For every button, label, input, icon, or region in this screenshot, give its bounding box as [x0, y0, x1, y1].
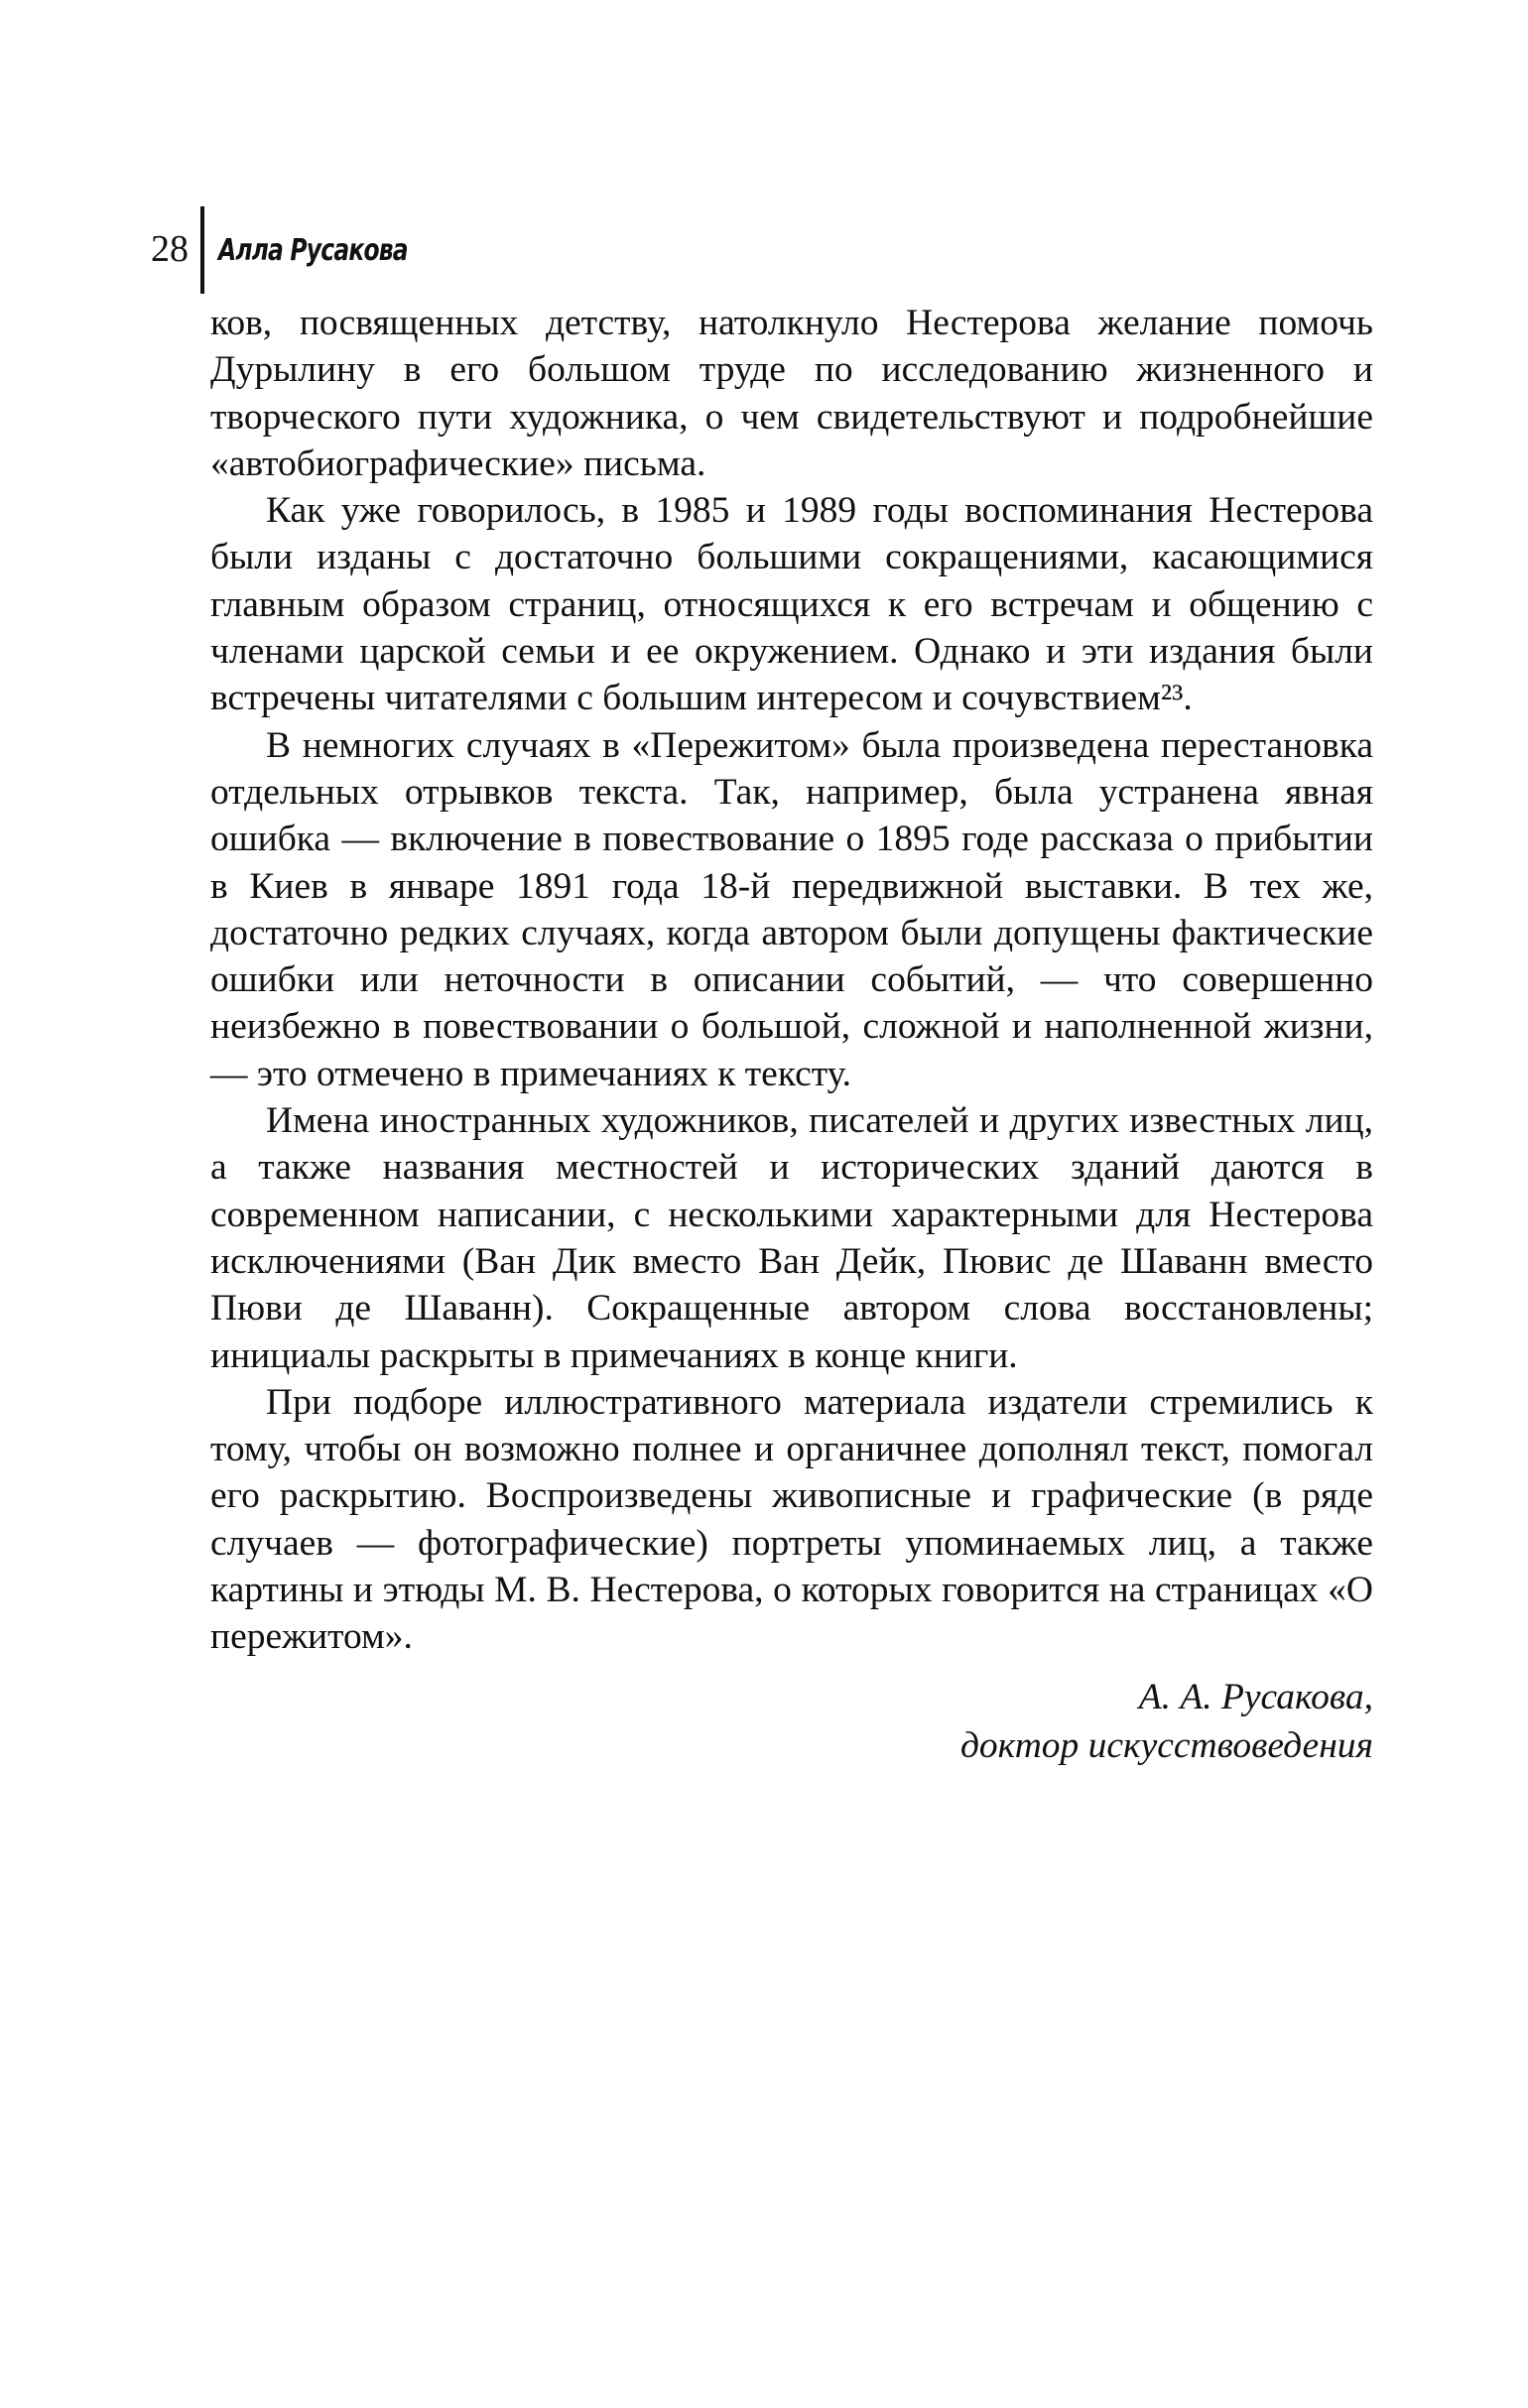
header-divider: [200, 206, 204, 294]
body-text: [210, 300, 1373, 1770]
signature-block: [210, 1673, 1373, 1770]
running-head: [151, 206, 461, 296]
page-number: 28: [151, 228, 189, 270]
running-title: Алла Русакова: [218, 233, 408, 268]
author-title: доктор искусствоведения: [959, 1724, 1373, 1766]
paragraph: Как уже говорилось, в 1985 и 1989 годы воспоминания Нестерова были изданы с достаточно большими сокращениями, касающимися главным образом страниц, относящихся к его встречам и общению с членами царской семьи и ее окружением. Однако и эти издания были встречены читателями с большим интересом и сочувствием²³.: [210, 490, 1373, 719]
paragraph: Имена иностранных художников, писателей и других известных лиц, а также названия местностей и исторических зданий даются в современном написании, с несколькими характерными для Нестерова исключениями (Ван Дик вместо Ван Дейк, Пювис де Шаванн вместо Пюви де Шаванн). Сокращенные автором слова восстановлены; инициалы раскрыты в примечаниях в конце книги.: [210, 1100, 1373, 1376]
paragraph: При подборе иллюстративного материала издатели стремились к тому, чтобы он возможно полнее и органичнее дополнял текст, помогал его раскрытию. Воспроизведены живописные и графические (в ряде случаев — фотографические) портреты упоминаемых лиц, а также картины и этюды М. В. Нестерова, о которых говорится на страницах «О пережитом».: [210, 1381, 1373, 1658]
paragraph-continuation: ков, посвященных детству, натолкнуло Нестерова желание помочь Дурылину в его большом труде по исследованию жизненного и творческого пути художника, о чем свидетельствуют и подробнейшие «автобиографические» письма.: [210, 303, 1373, 484]
author-name: А. А. Русакова,: [1138, 1676, 1373, 1717]
paragraph: В немногих случаях в «Пережитом» была произведена перестановка отдельных отрывков текста. Так, например, была устранена явная ошибка — включение в повествование о 1895 годе рассказа о прибытии в Киев в январе 1891 года 18-й передвижной выставки. В тех же, достаточно редких случаях, когда автором были допущены фактические ошибки или неточности в описании событий, — что совершенно неизбежно в повествовании о большой, сложной и наполненной жизни, — это отмечено в примечаниях к тексту.: [210, 724, 1373, 1094]
